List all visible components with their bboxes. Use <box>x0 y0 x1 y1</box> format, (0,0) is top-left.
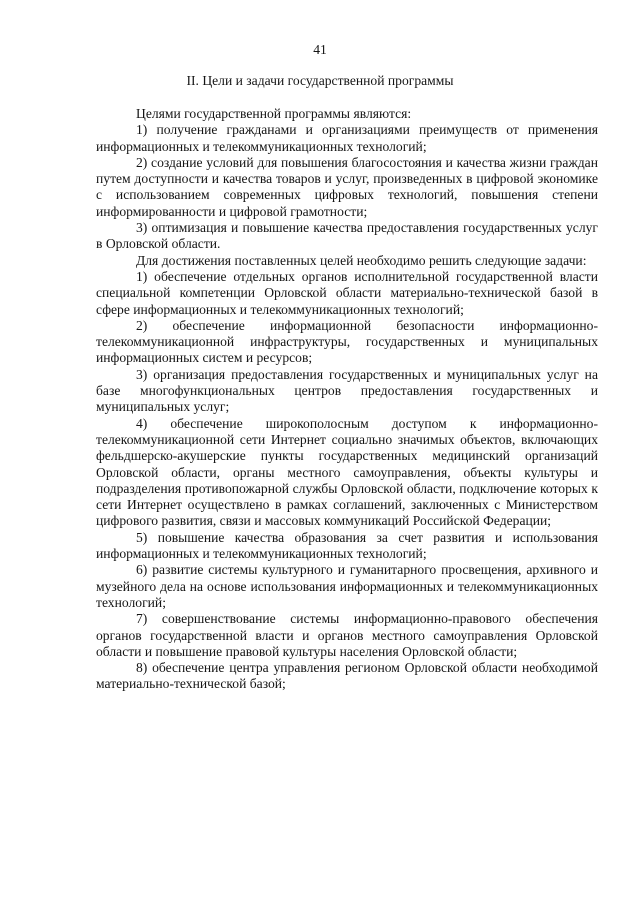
paragraph-task-8: 8) обеспечение центра управления регионом Орловской области необходимой материально-технической базой; <box>96 660 598 692</box>
section-heading: II. Цели и задачи государственной программы <box>186 73 454 88</box>
paragraph-task-1: 1) обеспечение отдельных органов исполнительной государственной власти специальной компетенции Орловской области материально-технической базой в сфере информационных и телекоммуникационных технологий; <box>96 268 598 317</box>
paragraph-tasks-intro: Для достижения поставленных целей необходимо решить следующие задачи: <box>136 252 587 268</box>
paragraph-task-7: 7) совершенствование системы информационно-правового обеспечения органов государственной власти и органов местного самоуправления Орловской области и повышение правовой культуры населения Орловской области; <box>96 611 598 659</box>
paragraph-goal-3: 3) оптимизация и повышение качества предоставления государственных услуг в Орловской области. <box>96 220 598 252</box>
paragraph-intro: Целями государственной программы являются: <box>136 106 412 121</box>
paragraph-task-5: 5) повышение качества образования за счет развития и использования информационных и телекоммуникационных технологий; <box>96 529 598 562</box>
paragraph-task-2: 2) обеспечение информационной безопасности информационно-телекоммуникационной инфраструктуры, государственных и муниципальных информационных систем и ресурсов; <box>96 317 598 366</box>
document-body <box>96 106 598 693</box>
paragraph-goal-1: 1) получение гражданами и организациями преимуществ от применения информационных и телекоммуникационных технологий; <box>96 122 598 154</box>
page-number: 41 <box>313 42 327 57</box>
paragraph-goal-2: 2) создание условий для повышения благосостояния и качества жизни граждан путем доступности и качества товаров и услуг, произведенных в цифровой экономике с использованием современных цифровых технологий, повышения степени информированности и цифровой грамотности; <box>96 154 598 219</box>
paragraph-task-6: 6) развитие системы культурного и гуманитарного просвещения, архивного и музейного дела на основе использования информационных и телекоммуникационных технологий; <box>96 562 598 610</box>
paragraph-task-4: 4) обеспечение широкополосным доступом к информационно-телекоммуникационной сети Интернет социально значимых объектов, включающих фельдшерско-акушерские пункты государственных медицинский организаций Орловской области, органы местного самоуправления, объекты культуры и подразделения противопожарной службы Орловской области, подключение которых к сети Интернет осуществлено в рамках соглашений, заключенных с Министерством цифрового развития, связи и массовых коммуникаций Российской Федерации; <box>96 415 598 529</box>
paragraph-task-3: 3) организация предоставления государственных и муниципальных услуг на базе многофункциональных центров предоставления государственных и муниципальных услуг; <box>96 366 598 415</box>
